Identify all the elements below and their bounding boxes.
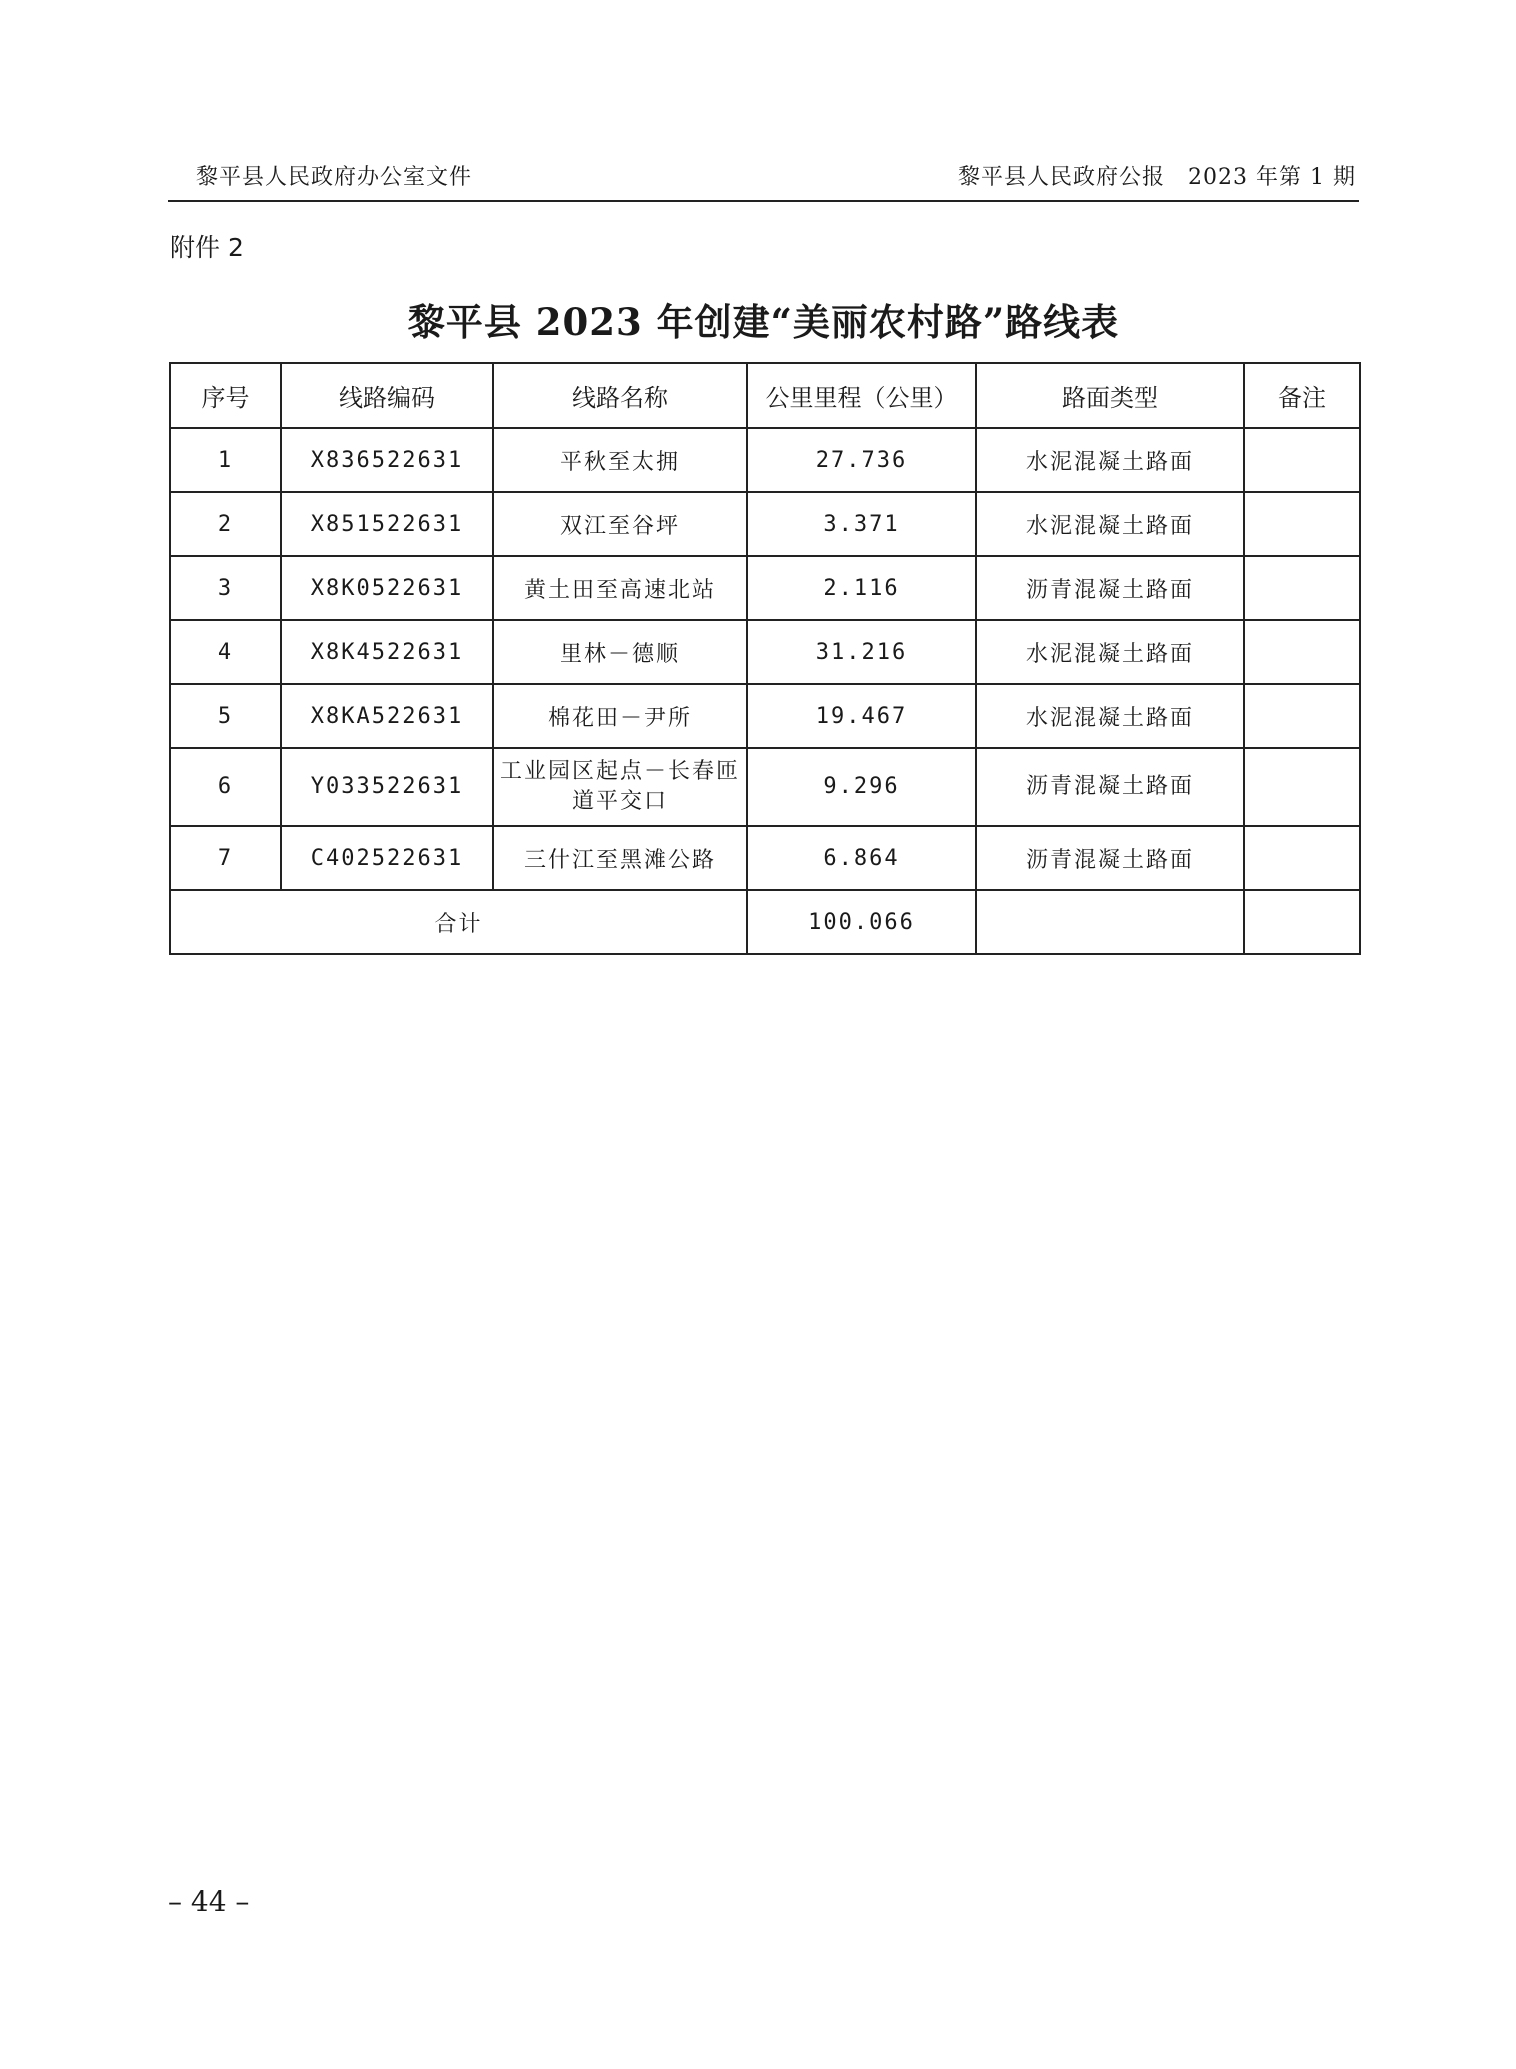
- cell-km: 19.467: [747, 684, 976, 748]
- cell-no: 1: [170, 428, 281, 492]
- column-header-code: 线路编码: [281, 363, 493, 428]
- cell-surface: 水泥混凝土路面: [976, 492, 1244, 556]
- cell-no: 5: [170, 684, 281, 748]
- total-label: 合计: [170, 890, 747, 954]
- header-right-title: 黎平县人民政府公报 2023 年第 1 期: [958, 165, 1356, 190]
- cell-code: X8K0522631: [281, 556, 493, 620]
- table-row: [170, 826, 1360, 890]
- cell-no: 6: [170, 748, 281, 826]
- header-divider: [168, 200, 1359, 202]
- cell-km: 27.736: [747, 428, 976, 492]
- column-header-surface: 路面类型: [976, 363, 1244, 428]
- cell-code: X851522631: [281, 492, 493, 556]
- total-km: 100.066: [747, 890, 976, 954]
- total-surface: [976, 890, 1244, 954]
- cell-code: Y033522631: [281, 748, 493, 826]
- cell-surface: 水泥混凝土路面: [976, 620, 1244, 684]
- column-header-km: 公里里程（公里）: [747, 363, 976, 428]
- table-total-row: [170, 890, 1360, 954]
- table-header-row: [170, 363, 1360, 428]
- cell-surface: 沥青混凝土路面: [976, 748, 1244, 826]
- cell-name: 棉花田－尹所: [493, 684, 747, 748]
- cell-km: 2.116: [747, 556, 976, 620]
- column-header-note: 备注: [1244, 363, 1360, 428]
- cell-code: C402522631: [281, 826, 493, 890]
- cell-name: 工业园区起点－长春匝道平交口: [493, 748, 747, 826]
- cell-code: X8K4522631: [281, 620, 493, 684]
- cell-km: 9.296: [747, 748, 976, 826]
- cell-code: X8KA522631: [281, 684, 493, 748]
- route-table: [169, 362, 1361, 955]
- cell-km: 6.864: [747, 826, 976, 890]
- column-header-name: 线路名称: [493, 363, 747, 428]
- cell-surface: 水泥混凝土路面: [976, 684, 1244, 748]
- cell-note: [1244, 556, 1360, 620]
- table-row: [170, 620, 1360, 684]
- page-number: – 44 –: [168, 1885, 250, 1918]
- cell-km: 31.216: [747, 620, 976, 684]
- cell-no: 2: [170, 492, 281, 556]
- table-row: [170, 684, 1360, 748]
- cell-name: 黄土田至高速北站: [493, 556, 747, 620]
- cell-no: 3: [170, 556, 281, 620]
- cell-note: [1244, 826, 1360, 890]
- cell-name: 三什江至黑滩公路: [493, 826, 747, 890]
- page-title: 黎平县 2023 年创建“美丽农村路”路线表: [407, 300, 1120, 344]
- cell-name: 平秋至太拥: [493, 428, 747, 492]
- cell-note: [1244, 428, 1360, 492]
- table-row: [170, 556, 1360, 620]
- table-row: [170, 492, 1360, 556]
- attachment-label: 附件 2: [170, 233, 244, 262]
- header-left-title: 黎平县人民政府办公室文件: [196, 165, 473, 190]
- cell-km: 3.371: [747, 492, 976, 556]
- column-header-no: 序号: [170, 363, 281, 428]
- cell-surface: 水泥混凝土路面: [976, 428, 1244, 492]
- cell-note: [1244, 684, 1360, 748]
- cell-note: [1244, 620, 1360, 684]
- cell-note: [1244, 492, 1360, 556]
- cell-no: 7: [170, 826, 281, 890]
- cell-surface: 沥青混凝土路面: [976, 826, 1244, 890]
- table-row: [170, 428, 1360, 492]
- total-note: [1244, 890, 1360, 954]
- cell-name: 里林－德顺: [493, 620, 747, 684]
- cell-name: 双江至谷坪: [493, 492, 747, 556]
- table-row: [170, 748, 1360, 826]
- cell-surface: 沥青混凝土路面: [976, 556, 1244, 620]
- cell-code: X836522631: [281, 428, 493, 492]
- cell-note: [1244, 748, 1360, 826]
- cell-no: 4: [170, 620, 281, 684]
